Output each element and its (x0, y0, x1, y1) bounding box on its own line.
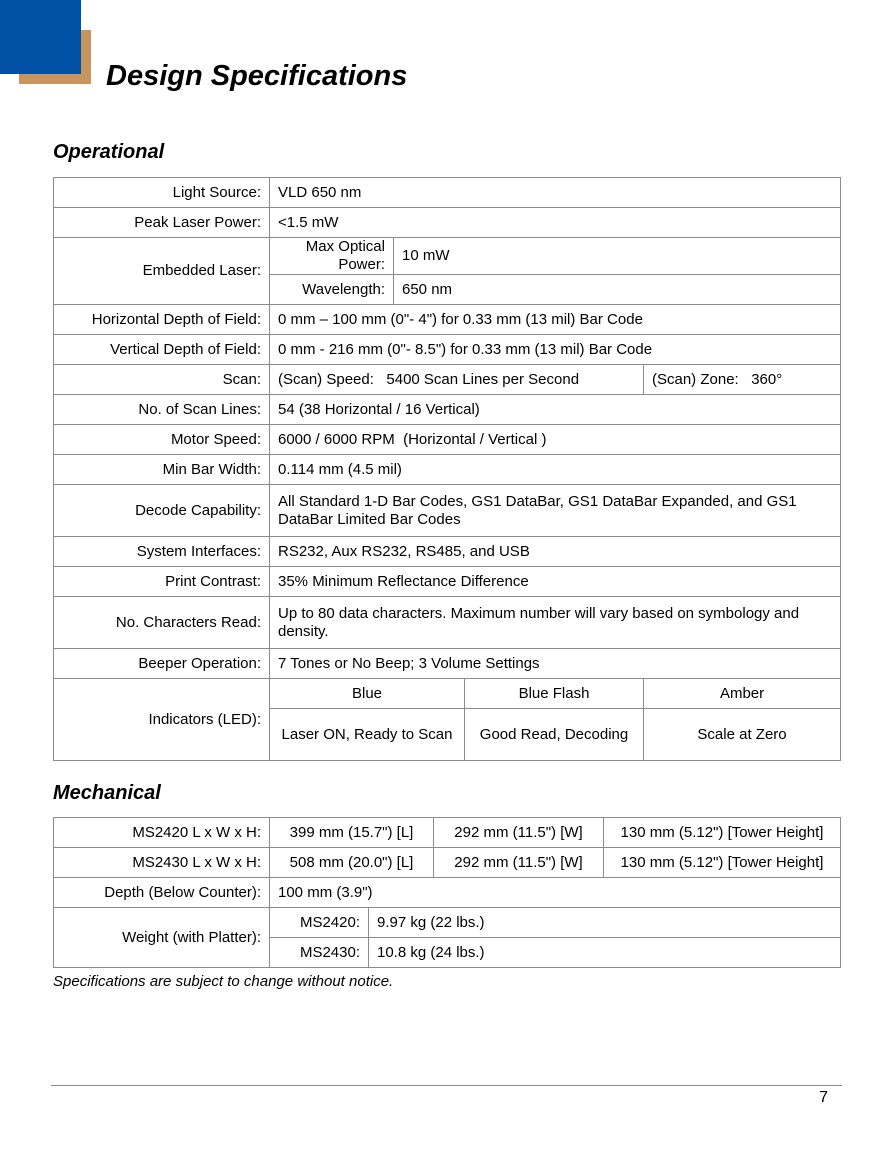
weight-ms2420-label: MS2420: (270, 908, 369, 938)
motor-speed-value: 6000 / 6000 RPM (Horizontal / Vertical ) (270, 425, 841, 455)
characters-read-label: No. Characters Read: (54, 597, 270, 649)
wavelength-label: Wavelength: (270, 275, 394, 305)
table-row (54, 455, 841, 485)
mechanical-heading: Mechanical (53, 782, 161, 804)
table-row (54, 818, 841, 848)
indicator-meaning-blue: Laser ON, Ready to Scan (270, 709, 465, 761)
weight-ms2430-label: MS2430: (270, 938, 369, 968)
table-row (54, 679, 841, 709)
wavelength-value: 650 nm (394, 275, 841, 305)
scan-lines-label: No. of Scan Lines: (54, 395, 270, 425)
table-row (54, 485, 841, 537)
system-interfaces-value: RS232, Aux RS232, RS485, and USB (270, 537, 841, 567)
decode-capability-value: All Standard 1-D Bar Codes, GS1 DataBar, GS1 DataBar Expanded, and GS1 DataBar Limited Bar Codes (270, 485, 841, 537)
table-row (54, 649, 841, 679)
table-row (54, 567, 841, 597)
table-row (54, 908, 841, 938)
vertical-dof-value: 0 mm - 216 mm (0"- 8.5") for 0.33 mm (13 mil) Bar Code (270, 335, 841, 365)
ms2430-length: 508 mm (20.0") [L] (270, 848, 434, 878)
embedded-laser-label: Embedded Laser: (54, 238, 270, 305)
peak-laser-power-label: Peak Laser Power: (54, 208, 270, 238)
footer-divider (51, 1085, 842, 1086)
min-bar-width-label: Min Bar Width: (54, 455, 270, 485)
peak-laser-power-value: <1.5 mW (270, 208, 841, 238)
indicator-header-blue-flash: Blue Flash (465, 679, 644, 709)
ms2420-height: 130 mm (5.12") [Tower Height] (604, 818, 841, 848)
indicator-meaning-amber: Scale at Zero (644, 709, 841, 761)
indicator-header-blue: Blue (270, 679, 465, 709)
max-optical-power-label: Max Optical Power: (270, 238, 394, 275)
characters-read-value: Up to 80 data characters. Maximum number will vary based on symbology and density. (270, 597, 841, 649)
depth-label: Depth (Below Counter): (54, 878, 270, 908)
light-source-label: Light Source: (54, 178, 270, 208)
horizontal-dof-label: Horizontal Depth of Field: (54, 305, 270, 335)
corner-decoration-blue (0, 0, 81, 74)
table-row (54, 238, 841, 275)
decode-capability-label: Decode Capability: (54, 485, 270, 537)
table-row (54, 178, 841, 208)
min-bar-width-value: 0.114 mm (4.5 mil) (270, 455, 841, 485)
table-row (54, 335, 841, 365)
table-row (54, 597, 841, 649)
light-source-value: VLD 650 nm (270, 178, 841, 208)
print-contrast-value: 35% Minimum Reflectance Difference (270, 567, 841, 597)
operational-table (53, 177, 841, 761)
table-row (54, 425, 841, 455)
scan-zone-value: (Scan) Zone: 360° (644, 365, 841, 395)
vertical-dof-label: Vertical Depth of Field: (54, 335, 270, 365)
disclaimer-note: Specifications are subject to change without notice. (53, 973, 394, 990)
table-row (54, 305, 841, 335)
ms2420-width: 292 mm (11.5") [W] (434, 818, 604, 848)
weight-label: Weight (with Platter): (54, 908, 270, 968)
weight-ms2430-value: 10.8 kg (24 lbs.) (369, 938, 841, 968)
beeper-label: Beeper Operation: (54, 649, 270, 679)
scan-speed-value: (Scan) Speed: 5400 Scan Lines per Second (270, 365, 644, 395)
mechanical-table (53, 817, 841, 968)
depth-value: 100 mm (3.9") (270, 878, 841, 908)
scan-label: Scan: (54, 365, 270, 395)
ms2430-dimensions-label: MS2430 L x W x H: (54, 848, 270, 878)
print-contrast-label: Print Contrast: (54, 567, 270, 597)
page-title: Design Specifications (106, 60, 408, 92)
ms2430-height: 130 mm (5.12") [Tower Height] (604, 848, 841, 878)
table-row (54, 537, 841, 567)
beeper-value: 7 Tones or No Beep; 3 Volume Settings (270, 649, 841, 679)
ms2420-length: 399 mm (15.7") [L] (270, 818, 434, 848)
scan-lines-value: 54 (38 Horizontal / 16 Vertical) (270, 395, 841, 425)
indicators-label: Indicators (LED): (54, 679, 270, 761)
table-row (54, 208, 841, 238)
operational-heading: Operational (53, 141, 165, 163)
table-row (54, 848, 841, 878)
indicator-meaning-blue-flash: Good Read, Decoding (465, 709, 644, 761)
weight-ms2420-value: 9.97 kg (22 lbs.) (369, 908, 841, 938)
table-row (54, 395, 841, 425)
system-interfaces-label: System Interfaces: (54, 537, 270, 567)
table-row (54, 365, 841, 395)
page-number: 7 (819, 1089, 828, 1106)
horizontal-dof-value: 0 mm – 100 mm (0"- 4") for 0.33 mm (13 mil) Bar Code (270, 305, 841, 335)
table-row (54, 878, 841, 908)
max-optical-power-value: 10 mW (394, 238, 841, 275)
ms2420-dimensions-label: MS2420 L x W x H: (54, 818, 270, 848)
motor-speed-label: Motor Speed: (54, 425, 270, 455)
ms2430-width: 292 mm (11.5") [W] (434, 848, 604, 878)
indicator-header-amber: Amber (644, 679, 841, 709)
